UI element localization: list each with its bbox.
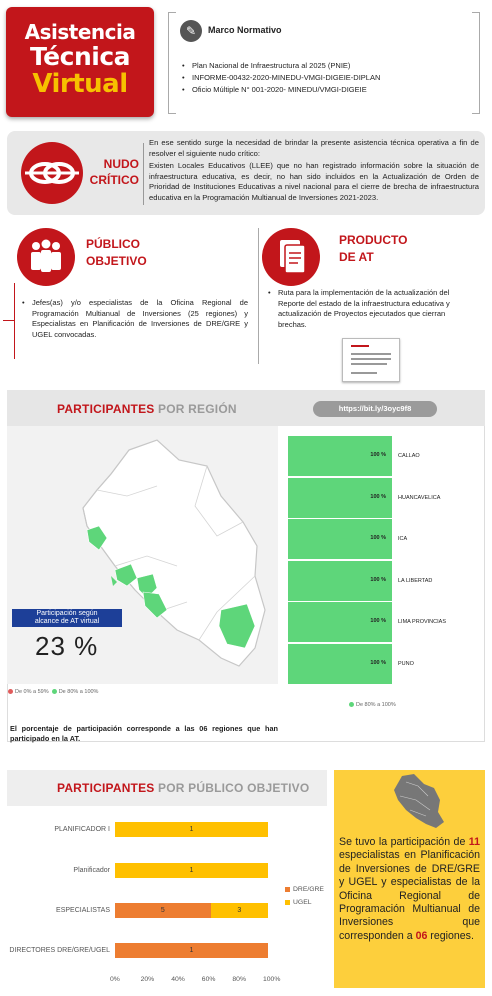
title-line-1: Asistencia <box>24 20 136 44</box>
nudo-label <box>89 156 139 188</box>
region-title <box>57 402 237 416</box>
hbar-axis-tick: 40% <box>171 976 185 983</box>
bracket-left <box>168 12 176 114</box>
marco-item: • INFORME-00432-2020-MINEDU-VMGI-DIGEIE-DIPLAN <box>182 72 472 84</box>
title-line-2: Técnica <box>29 42 131 71</box>
participation-badge <box>12 609 122 627</box>
legend-label: UGEL <box>293 899 312 906</box>
hbar-legend-item <box>285 886 324 893</box>
region-bar-label: CALLAO <box>398 453 420 459</box>
region-bar <box>288 478 392 518</box>
title-banner <box>6 7 154 117</box>
legend-label: DRE/GRE <box>293 886 324 893</box>
publico-chart-title-red: PARTICIPANTES <box>57 781 155 795</box>
hbar-segment: 1 <box>115 822 268 837</box>
region-bar <box>288 561 392 601</box>
producto-text <box>268 288 476 330</box>
hbar-axis-tick: 80% <box>232 976 246 983</box>
publico-text <box>22 298 248 340</box>
publico-item: • Jefes(as) y/o especialistas de la Oficina Regional de Programación Multianual de Inversiones (25 regiones) y Especialistas en Planificación de Inversiones de DRE/GRE y UGEL convocadas. <box>22 298 248 340</box>
region-bar-label: HUANCAVELICA <box>398 494 441 501</box>
region-bar-label: LA LIBERTAD <box>398 577 433 584</box>
legend-green-dot <box>349 702 354 707</box>
region-bar <box>288 644 392 684</box>
legend-swatch <box>285 887 290 892</box>
hbar-axis-tick: 60% <box>201 976 216 983</box>
legend-red-label: De 0% a 59% <box>15 689 49 695</box>
region-bar-value: 100 % <box>370 452 386 458</box>
publico-label-line2: OBJETIVO <box>86 254 147 268</box>
title-line-3: Virtual <box>32 69 128 99</box>
vertical-divider <box>258 228 259 364</box>
region-bar <box>288 519 392 559</box>
publico-chart-title-grey: POR PÚBLICO OBJETIVO <box>158 781 310 795</box>
peru-silhouette-icon <box>334 770 485 830</box>
hbar-segment: 1 <box>115 863 268 878</box>
nudo-label-line1: NUDO <box>103 157 139 171</box>
region-bar-value: 100 % <box>370 576 386 583</box>
marco-list <box>182 60 472 96</box>
document-icon <box>262 228 320 286</box>
region-bar-chart <box>288 436 392 686</box>
hbar-category-label: Planificador <box>73 867 110 874</box>
region-bar-value: 100 % <box>370 659 386 666</box>
marco-title: Marco Normativo <box>208 25 282 35</box>
marco-item: • Plan Nacional de Infraestructura al 2025 (PNIE) <box>182 60 472 72</box>
legend-green-label: De 80% a 100% <box>58 689 99 695</box>
legend-swatch <box>285 900 290 905</box>
bracket-right <box>472 12 480 114</box>
hbar-axis-tick: 100% <box>263 976 281 983</box>
producto-label-line1: PRODUCTO <box>339 233 408 247</box>
publico-chart-title <box>57 781 309 795</box>
region-bar <box>288 436 392 476</box>
hbar-category-label: DIRECTORES DRE/GRE/UGEL <box>9 947 110 954</box>
summary-part-1: Se tuvo la participación de <box>339 836 469 848</box>
hbar-legend-item <box>285 899 312 906</box>
map-legend <box>8 689 98 695</box>
edit-icon: ✎ <box>180 20 202 42</box>
region-bar-label: PUNO <box>398 660 414 667</box>
region-bar-label: LIMA PROVINCIAS <box>398 619 446 625</box>
people-icon <box>17 228 75 286</box>
participation-percent: 23 % <box>35 631 99 661</box>
legend-red-dot <box>8 689 13 694</box>
region-link[interactable]: https://bit.ly/3oyc9f8 <box>313 401 437 417</box>
hbar-segment: 5 <box>115 903 211 918</box>
hbar-segment: 3 <box>211 903 268 918</box>
region-callao <box>111 576 117 586</box>
nudo-paragraph-2: Existen Locales Educativos (LLEE) que no han registrado información sobre la situación de infraestructura educativa, es decir, no han sido incluidos en la Actualización de Orden de Prioridad de Instituciones Educativas a nivel nacional para el cierre de brecha de infraestructura educativa en la Programación Multianual de Inversiones 2021-2023. <box>149 161 479 202</box>
hbar-category-label: PLANIFICADOR I <box>54 826 110 833</box>
marco-item: • Oficio Múltiple N° 001-2020- MINEDU/VMGI-DIGEIE <box>182 84 472 96</box>
nudo-text <box>149 138 479 205</box>
region-bar-value: 100 % <box>370 618 386 624</box>
region-title-grey: POR REGIÓN <box>158 402 237 416</box>
region-title-red: PARTICIPANTES <box>57 402 155 416</box>
nudo-paragraph-1: En ese sentido surge la necesidad de brindar la presente asistencia técnica operativa a fin de resolver el siguiente nudo crítico: <box>149 138 479 158</box>
nudo-label-line2: CRÍTICO <box>89 173 139 187</box>
region-bar-label: ICA <box>398 536 408 542</box>
summary-part-2: especialistas en Planificación de Inversiones de DRE/GRE y UGEL y especialistas de la Oficina Regional de Programación Multianual de Inversiones que corresponden a <box>339 849 480 942</box>
divider <box>143 143 144 205</box>
producto-label-line2: DE AT <box>339 250 374 264</box>
producto-item: • Ruta para la implementación de la actualización del Reporte del estado de la infraestructura educativa y actualización de Proyectos ejecutados que cierran brechas. <box>268 288 476 330</box>
hbar-segment: 1 <box>115 943 268 958</box>
bar-legend-label: De 80% a 100% <box>356 702 396 708</box>
region-bar <box>288 602 392 642</box>
badge-line1: Participación según <box>36 610 98 617</box>
summary-count-specialists: 11 <box>468 836 480 848</box>
nudo-critico-panel <box>7 131 485 215</box>
region-bar-value: 100 % <box>370 493 386 500</box>
bar-legend <box>349 702 396 708</box>
report-thumbnail <box>342 338 400 382</box>
publico-label <box>86 236 147 270</box>
summary-text <box>339 836 480 943</box>
summary-count-regions: 06 <box>415 929 428 942</box>
publico-label-line1: PÚBLICO <box>86 237 140 251</box>
region-note: El porcentaje de participación corresponde a las 06 regiones que han participado en la AT. <box>10 724 278 743</box>
hbar-axis-tick: 20% <box>140 976 155 983</box>
badge-line2: alcance de AT virtual <box>34 618 100 625</box>
hbar-axis-tick: 0% <box>110 976 120 983</box>
producto-label <box>339 232 407 266</box>
knot-icon <box>21 142 83 204</box>
legend-green-dot <box>52 689 57 694</box>
region-bar-value: 100 % <box>370 535 386 541</box>
hbar-category-label: ESPECIALISTAS <box>56 907 110 914</box>
summary-part-3: regiones. <box>427 929 474 942</box>
publico-dash <box>3 320 15 321</box>
marco-normativo <box>168 12 480 116</box>
